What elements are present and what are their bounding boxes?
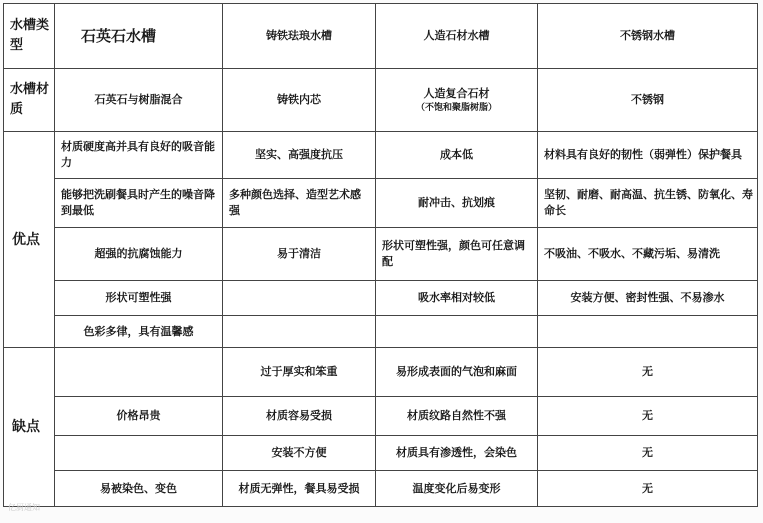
pros-label: 优点 [4,132,55,348]
sink-material-label: 水槽材质 [4,69,55,132]
pros-cell: 坚实、高强度抗压 [223,132,376,179]
pros-cell: 超强的抗腐蚀能力 [55,228,223,281]
sink-comparison-table [3,3,758,507]
material-artificial-stone-main: 人造复合石材 [423,86,490,100]
cons-cell: 无 [538,397,758,436]
pros-row [4,179,758,228]
pros-cell: 多种颜色选择、造型艺术感强 [223,179,376,228]
cons-cell: 易形成表面的气泡和麻面 [376,348,538,397]
cons-cell [55,348,223,397]
type-quartz: 石英石水槽 [55,4,223,69]
cons-cell: 温度变化后易变形 [376,471,538,507]
pros-cell: 形状可塑性强，颜色可任意调配 [376,228,538,281]
material-row [4,69,758,132]
cons-cell: 价格昂贵 [55,397,223,436]
cons-cell: 无 [538,348,758,397]
pros-cell: 不吸油、不吸水、不藏污垢、易清洗 [538,228,758,281]
watermark: 亿厨通知 [8,503,40,512]
sink-type-label: 水槽类型 [4,4,55,69]
cons-cell [55,436,223,471]
pros-row [4,228,758,281]
pros-cell: 形状可塑性强 [55,281,223,316]
cons-row [4,436,758,471]
pros-cell: 易于清洁 [223,228,376,281]
pros-cell: 色彩多律，具有温馨感 [55,316,223,348]
cons-cell: 无 [538,471,758,507]
cons-cell: 材质纹路自然性不强 [376,397,538,436]
pros-cell: 材质硬度高并具有良好的吸音能力 [55,132,223,179]
cons-row [4,397,758,436]
pros-cell [376,316,538,348]
cons-cell: 材质具有渗透性，会染色 [376,436,538,471]
pros-row [4,281,758,316]
material-stainless-steel-main: 不锈钢 [631,93,664,106]
type-stainless-steel: 不锈钢水槽 [538,4,758,69]
cons-cell: 材质无弹性，餐具易受损 [223,471,376,507]
pros-cell [223,316,376,348]
type-artificial-stone: 人造石材水槽 [376,4,538,69]
pros-cell [223,281,376,316]
material-stainless-steel [538,69,758,132]
material-cast-iron-main: 铸铁内芯 [277,93,321,106]
cons-label: 缺点 [4,348,55,507]
cons-row [4,348,758,397]
pros-cell: 材料具有良好的韧性（弱弹性）保护餐具 [538,132,758,179]
pros-row [4,316,758,348]
pros-cell: 吸水率相对较低 [376,281,538,316]
pros-cell: 耐冲击、抗划痕 [376,179,538,228]
material-artificial-stone [376,69,538,132]
cons-cell: 无 [538,436,758,471]
cons-row [4,471,758,507]
cons-cell: 安装不方便 [223,436,376,471]
material-cast-iron [223,69,376,132]
material-quartz-main: 石英石与树脂混合 [94,93,183,106]
cons-cell: 材质容易受损 [223,397,376,436]
material-artificial-stone-sub: （不饱和聚脂树脂） [415,102,497,113]
header-row [4,4,758,69]
pros-row [4,132,758,179]
pros-cell: 安装方便、密封性强、不易渗水 [538,281,758,316]
cons-cell: 过于厚实和笨重 [223,348,376,397]
pros-cell: 成本低 [376,132,538,179]
type-cast-iron-enamel: 铸铁珐琅水槽 [223,4,376,69]
pros-cell [538,316,758,348]
cons-cell: 易被染色、变色 [55,471,223,507]
pros-cell: 能够把洗刷餐具时产生的噪音降到最低 [55,179,223,228]
material-quartz [55,69,223,132]
pros-cell: 坚韧、耐磨、耐高温、抗生锈、防氧化、寿命长 [538,179,758,228]
